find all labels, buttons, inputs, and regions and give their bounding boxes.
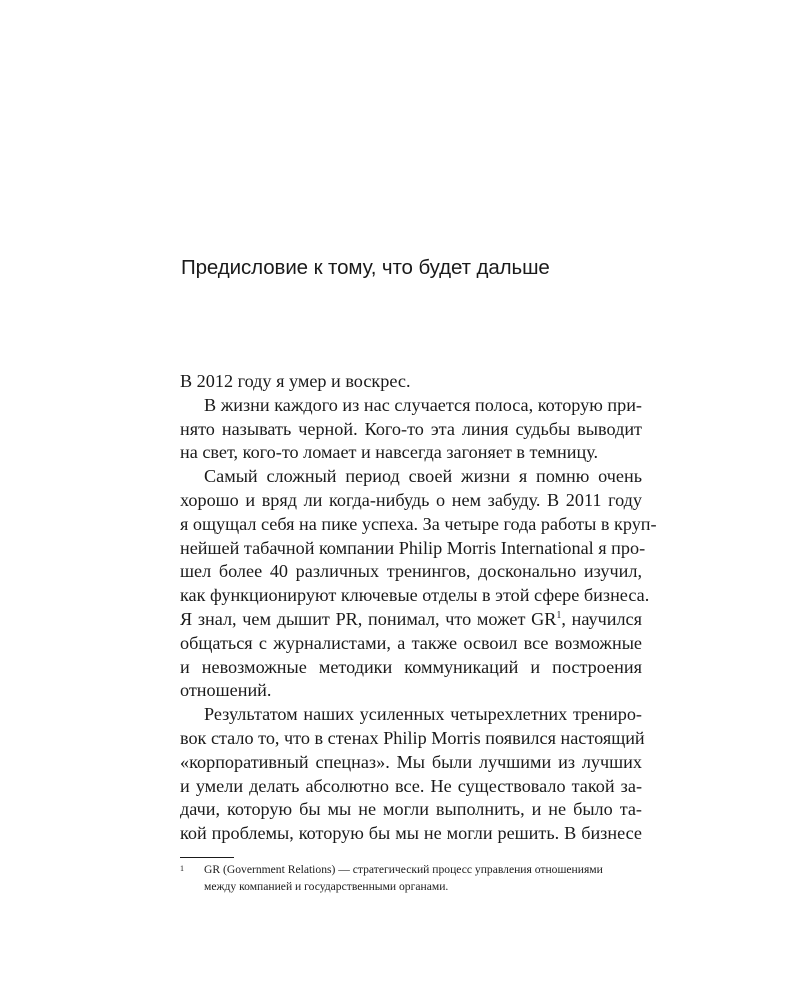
text-line: и умели делать абсолютно все. Не существовало такой за- bbox=[180, 775, 642, 796]
text-line: отношений. bbox=[180, 680, 272, 701]
text-line: Результатом наших усиленных четырехлетних трениро- bbox=[204, 704, 642, 725]
text-line: дачи, которую бы мы не могли выполнить, и не было та- bbox=[180, 799, 642, 820]
body-text bbox=[180, 370, 657, 846]
footnote-line: GR (Government Relations) — стратегический процесс управления отношениями bbox=[204, 863, 603, 876]
text-line: кой проблемы, которую бы мы не могли решить. В бизнесе bbox=[180, 823, 642, 844]
footnote-reference[interactable]: 1 bbox=[556, 609, 562, 621]
text-line: Самый сложный период своей жизни я помню очень bbox=[204, 466, 642, 487]
text-line: нейшей табачной компании Philip Morris International я про- bbox=[180, 537, 646, 558]
text-line: вок стало то, что в стенах Philip Morris появился настоящий bbox=[180, 727, 645, 748]
text-line: и невозможные методики коммуникаций и построения bbox=[180, 656, 642, 677]
text-fragment: Я знал, чем дышит PR, понимал, что может GR bbox=[180, 608, 557, 629]
footnote-text bbox=[204, 862, 642, 895]
text-line: общаться с журналистами, а также освоил все возможные bbox=[180, 632, 642, 653]
footnote-separator bbox=[180, 857, 234, 858]
chapter-title: Предисловие к тому, что будет дальше bbox=[181, 256, 550, 279]
text-line: В жизни каждого из нас случается полоса, которую при- bbox=[204, 394, 642, 415]
text-line: я ощущал себя на пике успеха. За четыре года работы в круп- bbox=[180, 513, 657, 534]
text-line: нято называть черной. Кого-то эта линия судьбы выводит bbox=[180, 418, 642, 439]
text-line: как функционируют ключевые отделы в этой сфере бизнеса. bbox=[180, 585, 650, 606]
text-fragment: , научился bbox=[561, 608, 642, 629]
text-line-with-footnote-ref bbox=[180, 608, 642, 632]
text-line: хорошо и вряд ли когда-нибудь о нем забуду. В 2011 году bbox=[180, 489, 642, 510]
text-line: «корпоративный спецназ». Мы были лучшими из лучших bbox=[180, 751, 642, 772]
footnote-line: между компанией и государственными органами. bbox=[204, 879, 449, 893]
footnote-number: 1 bbox=[180, 864, 184, 873]
footnote bbox=[180, 862, 642, 895]
text-line: на свет, кого-то ломает и навсегда загоняет в темницу. bbox=[180, 442, 599, 463]
text-line: шел более 40 различных тренингов, досконально изучил, bbox=[180, 561, 642, 582]
text-line: В 2012 году я умер и воскрес. bbox=[180, 371, 411, 391]
